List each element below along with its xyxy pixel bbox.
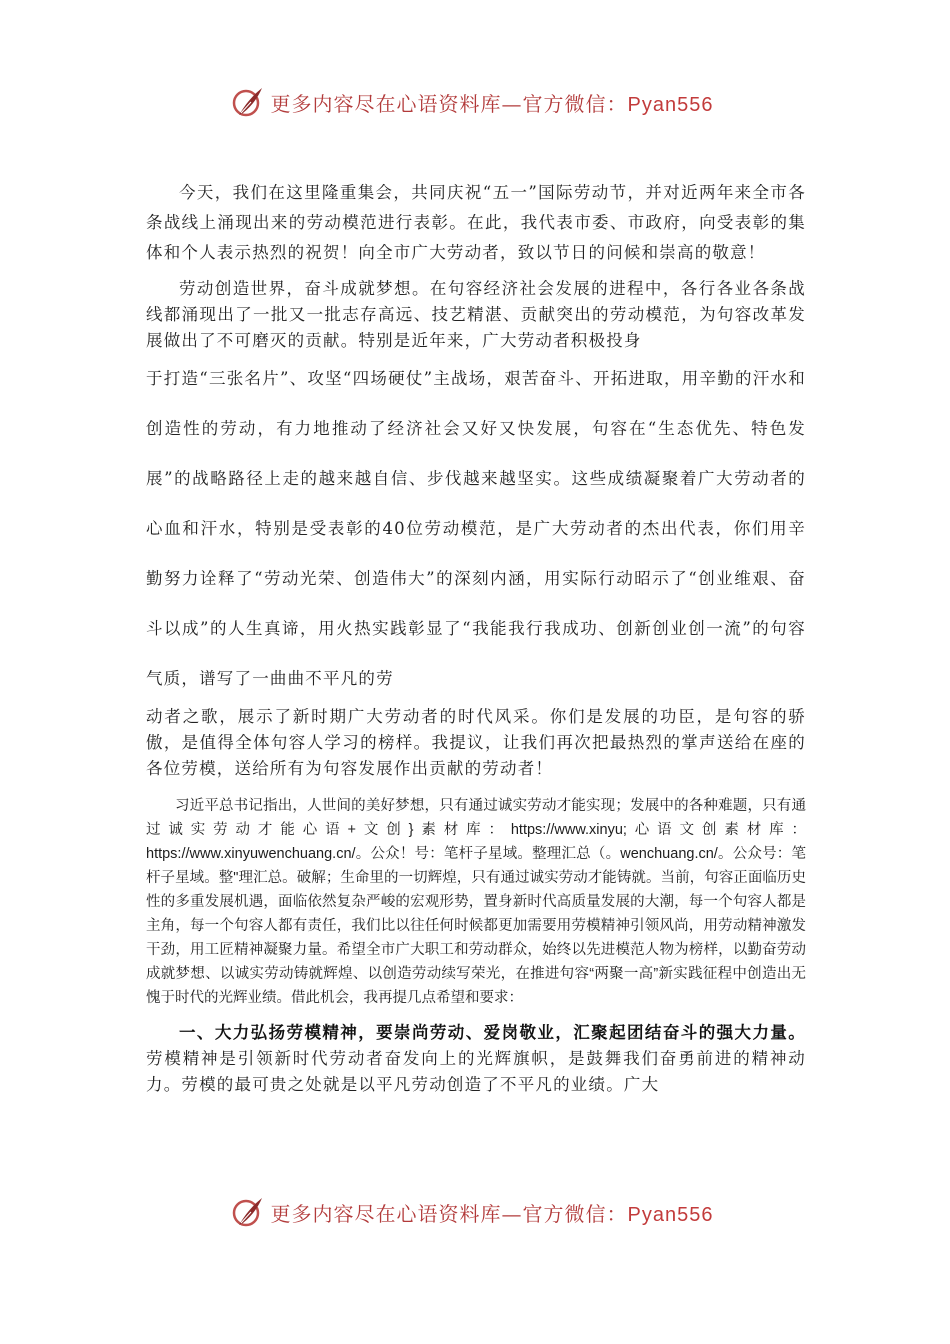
header-banner [0,82,950,122]
quill-logo-icon [231,1195,265,1229]
paragraph-2 [146,276,806,782]
wechat-id: Pyan556 [627,1203,714,1226]
paragraph-4 [146,1020,806,1098]
quill-logo-icon [231,85,265,119]
paragraph-2-part-b: 于打造“三张名片”、攻坚“四场硬仗”主战场，艰苦奋斗、开拓进取，用辛勤的汗水和创造性的劳动，有力地推动了经济社会又好又快发展，句容在“生态优先、特色发展”的战略路径上走的越来越自信、步伐越来越坚实。这些成绩凝聚着广大劳动者的心血和汗水，特别是受表彰的40位劳动模范，是广大劳动者的杰出代表，你们用辛勤努力诠释了“劳动光荣、创造伟大”的深刻内涵，用实际行动昭示了“创业维艰、奋斗以成”的人生真谛，用火热实践彰显了“我能我行我成功、创新创业创一流”的句容气质，谱写了一曲曲不平凡的劳 [146,369,806,688]
paragraph-2-part-c: 动者之歌，展示了新时期广大劳动者的时代风采。你们是发展的功臣，是句容的骄傲，是值得全体句容人学习的榜样。我提议，让我们再次把最热烈的掌声送给在座的各位劳模，送给所有为句容发展作出贡献的劳动者！ [146,707,806,778]
banner-text: 更多内容尽在心语资料库—官方微信：Pyan556 [270,91,714,116]
paragraph-3: 习近平总书记指出，人世间的美好梦想，只有通过诚实劳动才能实现；发展中的各种难题，只有通过诚实劳动才能心语+文创}素材库：https://www.xinyu;心语文创素材库：https://www.xinyuwenchuang.cn/。公众！号：笔杆子星域。整理汇总（。wenchuang.cn/。公众号：笔杆子星域。整"理汇总。破解；生命里的一切辉煌，只有通过诚实劳动才能铸就。当前，句容正面临历史性的多重发展机遇，面临依然复杂严峻的宏观形势，置身新时代高质量发展的大潮，每一个句容人都是主角，每一个句容人都有责任，我们比以往任何时候都更加需要用劳模精神引领风尚，用劳动精神激发干劲，用工匠精神凝聚力量。希望全市广大职工和劳动群众，始终以先进模范人物为榜样，以勤奋劳动成就梦想、以诚实劳动铸就辉煌、以创造劳动续写荣光，在推进句容“两聚一高”新实践征程中创造出无愧于时代的光辉业绩。借此机会，我再提几点希望和要求： [146,798,806,1006]
wechat-id: Pyan556 [627,93,714,116]
paragraph-4-body: 劳模精神是引领新时代劳动者奋发向上的光辉旗帜，是鼓舞我们奋勇前进的精神动力。劳模的最可贵之处就是以平凡劳动创造了不平凡的业绩。广大 [146,1049,806,1094]
banner-text: 更多内容尽在心语资料库—官方微信：Pyan556 [270,1201,714,1226]
footer-banner [0,1192,950,1232]
paragraph-2-part-a: 劳动创造世界，奋斗成就梦想。在句容经济社会发展的进程中，各行各业各条战线都涌现出了一批又一批志存高远、技艺精湛、贡献突出的劳动模范，为句容改革发展做出了不可磨灭的贡献。特别是近年来，广大劳动者积极投身 [146,279,806,350]
paragraph-1: 今天，我们在这里隆重集会，共同庆祝“五一”国际劳动节，并对近两年来全市各条战线上涌现出来的劳动模范进行表彰。在此，我代表市委、市政府，向受表彰的集体和个人表示热烈的祝贺！向全市广大劳动者，致以节日的问候和崇高的敬意！ [146,183,806,262]
section-heading-1: 一、大力弘扬劳模精神，要崇尚劳动、爱岗敬业，汇聚起团结奋斗的强大力量。 [179,1023,806,1042]
document-body [146,178,806,1098]
